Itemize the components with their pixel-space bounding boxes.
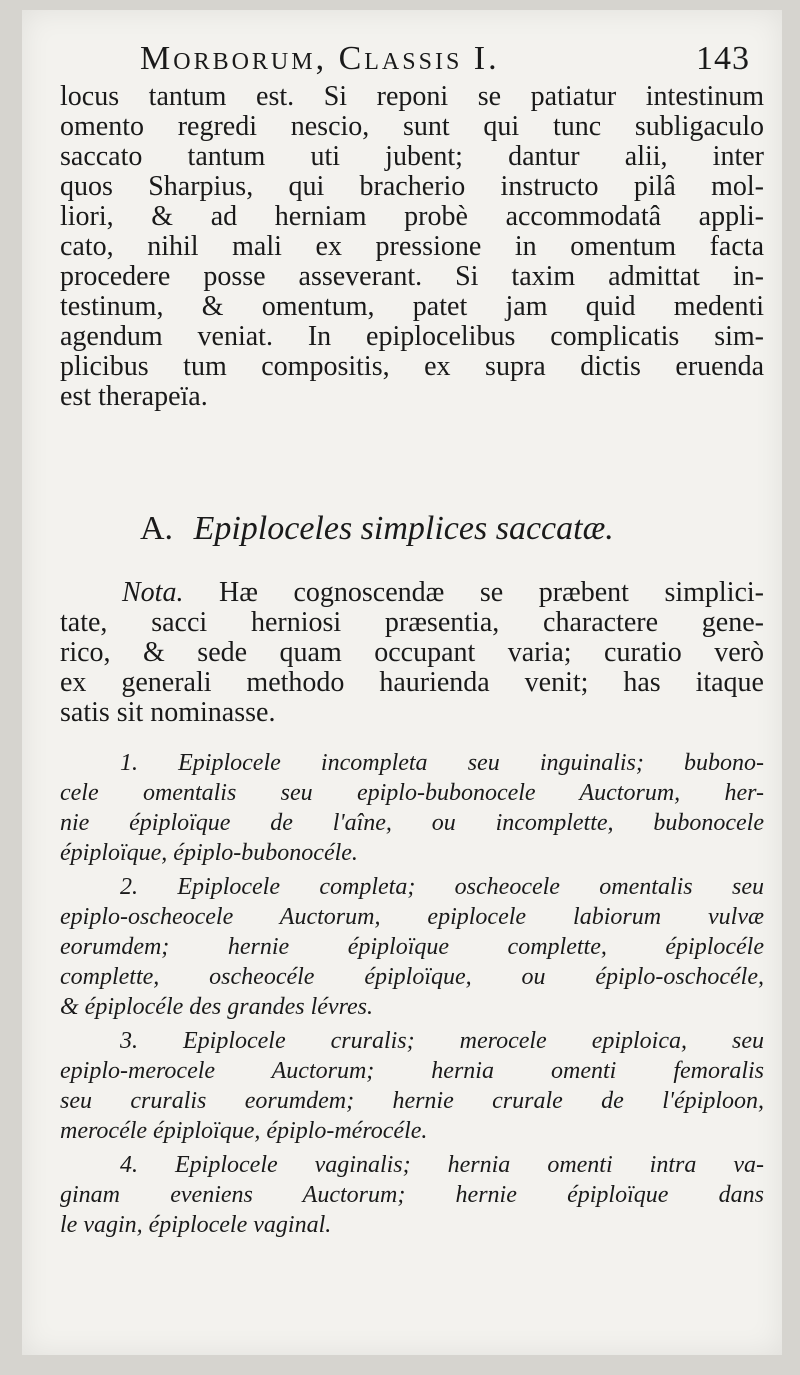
paragraph-line: liori, & ad herniam probè accommodatâ appli- bbox=[60, 201, 764, 232]
entry-line: 3. Epiplocele cruralis; merocele epiploica, seu bbox=[120, 1028, 764, 1054]
note-line: tate, sacci herniosi præsentia, charactere gene- bbox=[60, 607, 764, 638]
paragraph-line: quos Sharpius, qui bracherio instructo pilâ mol- bbox=[60, 171, 764, 202]
entry-line: complette, oscheocéle épiploïque, ou épiplo-oschocéle, bbox=[60, 964, 764, 990]
running-header bbox=[140, 40, 750, 78]
note-line: rico, & sede quam occupant varia; curatio verò bbox=[60, 637, 764, 668]
entry-line: cele omentalis seu epiplo-bubonocele Auctorum, her- bbox=[60, 780, 764, 806]
section-heading bbox=[140, 510, 740, 548]
entry-line: le vagin, épiplocele vaginal. bbox=[60, 1212, 332, 1238]
paragraph-line: cato, nihil mali ex pressione in omentum facta bbox=[60, 231, 764, 262]
paragraph-line: omento regredi nescio, sunt qui tunc subligaculo bbox=[60, 111, 764, 142]
note-line: satis sit nominasse. bbox=[60, 697, 276, 728]
entry-list bbox=[60, 748, 764, 1244]
list-item bbox=[60, 1150, 764, 1240]
entry-line: 4. Epiplocele vaginalis; hernia omenti intra va- bbox=[120, 1152, 764, 1178]
paragraph-line: agendum veniat. In epiplocelibus complicatis sim- bbox=[60, 321, 764, 352]
entry-line: epiplo-oscheocele Auctorum, epiplocele labiorum vulvæ bbox=[60, 904, 764, 930]
entry-line: eorumdem; hernie épiploïque complette, épiplocéle bbox=[60, 934, 764, 960]
note-paragraph bbox=[60, 578, 764, 728]
entry-line: epiplo-merocele Auctorum; hernia omenti femoralis bbox=[60, 1058, 764, 1084]
note-line bbox=[60, 578, 764, 608]
note-label: Nota. bbox=[122, 577, 184, 608]
section-title: Epiploceles simplices saccatæ. bbox=[193, 510, 614, 547]
entry-line: seu cruralis eorumdem; hernie crurale de l'épiploon, bbox=[60, 1088, 764, 1114]
section-letter: A. bbox=[140, 510, 174, 547]
entry-line: épiploïque, épiplo-bubonocéle. bbox=[60, 840, 358, 866]
paragraph-line: plicibus tum compositis, ex supra dictis eruenda bbox=[60, 351, 764, 382]
entry-line: 2. Epiplocele completa; oscheocele omentalis seu bbox=[120, 874, 764, 900]
entry-line: merocéle épiploïque, épiplo-mérocéle. bbox=[60, 1118, 428, 1144]
paragraph-line: saccato tantum uti jubent; dantur alii, inter bbox=[60, 141, 764, 172]
book-page bbox=[22, 10, 782, 1355]
paragraph-line: procedere posse asseverant. Si taxim admittat in- bbox=[60, 261, 764, 292]
paragraph-line: locus tantum est. Si reponi se patiatur intestinum bbox=[60, 81, 764, 112]
body-paragraph bbox=[60, 82, 764, 412]
note-line: ex generali methodo haurienda venit; has itaque bbox=[60, 667, 764, 698]
entry-line: & épiplocéle des grandes lévres. bbox=[60, 994, 374, 1020]
list-item bbox=[60, 872, 764, 1022]
header-title: Morborum, Classis I. bbox=[140, 40, 500, 77]
entry-line: nie épiploïque de l'aîne, ou incomplette, bubonocele bbox=[60, 810, 764, 836]
paragraph-line: est therapeïa. bbox=[60, 381, 208, 412]
note-line-text: Hæ cognoscendæ se præbent simplici- bbox=[219, 577, 765, 608]
list-item bbox=[60, 1026, 764, 1146]
entry-line: ginam eveniens Auctorum; hernie épiploïque dans bbox=[60, 1182, 764, 1208]
list-item bbox=[60, 748, 764, 868]
paragraph-line: testinum, & omentum, patet jam quid medenti bbox=[60, 291, 764, 322]
page-number: 143 bbox=[696, 40, 750, 77]
entry-line: 1. Epiplocele incompleta seu inguinalis; bubono- bbox=[120, 750, 764, 776]
